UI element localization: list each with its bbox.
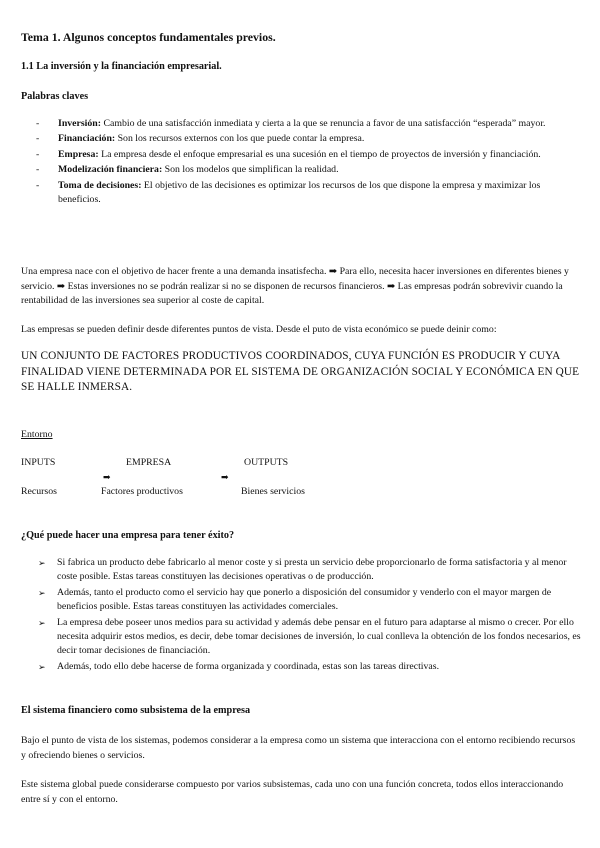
keyword-definition: La empresa desde el enfoque empresarial es una sucesión en el tiempo de proyectos de inversión y financiación. [98, 148, 541, 160]
dash-bullet: - [36, 164, 40, 176]
keyword-item [36, 117, 584, 131]
keyword-term: Toma de decisiones: [58, 179, 142, 191]
bienes-label: Bienes servicios [241, 486, 305, 497]
keyword-item [36, 179, 584, 208]
keyword-item [36, 163, 584, 177]
dash-bullet: - [36, 133, 40, 145]
list-item [38, 586, 583, 615]
arrowhead-bullet-icon: ➢ [38, 617, 46, 628]
keyword-item [36, 132, 584, 146]
list-item-text: Además, todo ello debe hacerse de forma organizada y coordinada, estas son las tareas directivas. [57, 660, 440, 672]
keyword-term: Empresa: [58, 148, 99, 160]
keyword-definition: Cambio de una satisfacción inmediata y cierta a la que se renuncia a favor de una satisfacción “esperada” mayor. [101, 118, 546, 129]
success-question: ¿Qué puede hacer una empresa para tener éxito? [21, 530, 235, 541]
list-item [38, 556, 583, 585]
keyword-definition: Son los recursos externos con los que puede contar la empresa. [115, 133, 365, 145]
outputs-label: OUTPUTS [244, 457, 289, 468]
dash-bullet: - [36, 118, 40, 129]
list-item [38, 660, 583, 674]
keyword-definition: Son los modelos que simplifican la realidad. [162, 164, 339, 176]
document-title: Tema 1. Algunos conceptos fundamentales previos. [21, 30, 276, 44]
arrowhead-bullet-icon: ➢ [38, 558, 46, 568]
definition-intro: Las empresas se pueden definir desde diferentes puntos de vista. Desde el puto de vista económico se puede deinir como: [21, 324, 497, 335]
keyword-term: Modelización financiera: [58, 164, 163, 176]
list-item-text: La empresa debe poseer unos medios para su actividad y además debe pensar en el futuro para adaptarse al mismo o crecer. Por ello necesita adquirir estos medios, es decir, debe tomar decisiones de inversión, lo cual conlleva la obtención de los fondos necesarios, es decir tomar decisiones de financiación. [57, 616, 581, 657]
arrowhead-bullet-icon: ➢ [38, 661, 46, 672]
dash-bullet: - [36, 148, 40, 160]
arrow-right-icon: ➡ [103, 472, 111, 482]
empresa-label: EMPRESA [126, 457, 172, 468]
list-item-text: Si fabrica un producto debe fabricarlo al menor coste y si presta un servicio debe proporcionarlo de forma satisfactoria y al menor coste posible. Estas tareas constituyen las decisiones operativas o de producción. [57, 557, 567, 583]
list-item [38, 616, 583, 659]
arrowhead-bullet-icon: ➢ [38, 587, 46, 598]
systems-paragraph: Bajo el punto de vista de los sistemas, podemos considerar a la empresa como un sistema que interacciona con el entorno recibiendo recursos y ofreciendo bienes o servicios. [21, 735, 576, 761]
company-definition: UN CONJUNTO DE FACTORES PRODUCTIVOS COORDINADOS, CUYA FUNCIÓN ES PRODUCIR Y CUYA FINALIDAD VIENE DETERMINADA POR EL SISTEMA DE ORGANIZACIÓN SOCIAL Y ECONÓMICA EN QUE SE HALLE INMERSA. [21, 350, 580, 393]
success-list [38, 556, 583, 675]
keyword-term: Financiación: [58, 133, 116, 145]
dash-bullet: - [36, 179, 40, 191]
section-heading: 1.1 La inversión y la financiación empresarial. [21, 61, 222, 72]
keywords-heading: Palabras claves [21, 91, 89, 102]
entorno-label: Entorno [21, 429, 53, 440]
intro-paragraph: Una empresa nace con el objetivo de hacer frente a una demanda insatisfecha. ➡ Para ello, necesita hacer inversiones en diferentes bienes y servicio. ➡ Estas inversiones no se podrán realizar si no se disponen de recursos financieros. ➡ Las empresas podrán sobrevivir cuando la rentabilidad de las inversiones sea superior al coste de capital. [21, 266, 569, 306]
subsystems-paragraph: Este sistema global puede considerarse compuesto por varios subsistemas, cada uno con una función concreta, todos ellos interaccionando entre sí y con el entorno. [21, 779, 564, 805]
inputs-label: INPUTS [21, 457, 56, 468]
list-item-text: Además, tanto el producto como el servicio hay que ponerlo a disposición del consumidor y venderlo con el mayor margen de beneficios posible. Estas tareas constituyen las actividades comerciales. [57, 586, 552, 613]
keyword-term: Inversión: [58, 118, 102, 129]
keyword-definition: El objetivo de las decisiones es optimizar los recursos de los que dispone la empresa y maximizar los beneficios. [58, 179, 541, 206]
arrow-right-icon: ➡ [221, 472, 229, 482]
subsystem-heading: El sistema financiero como subsistema de la empresa [21, 705, 251, 716]
keyword-item [36, 148, 584, 162]
recursos-label: Recursos [21, 486, 57, 497]
keywords-list [36, 117, 584, 208]
factores-label: Factores productivos [101, 486, 183, 497]
